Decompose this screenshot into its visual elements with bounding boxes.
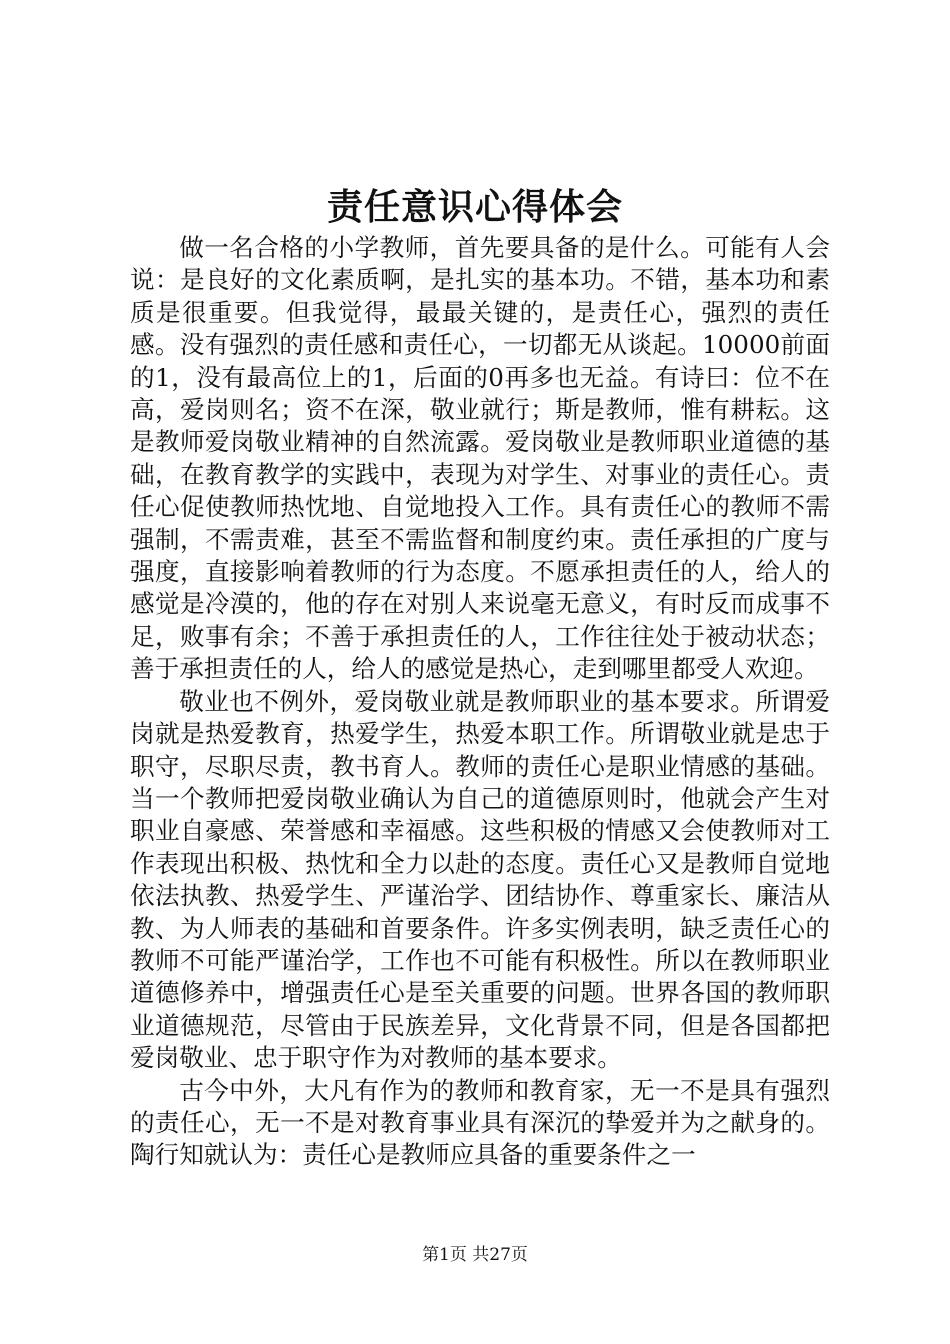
document-title: 责任意识心得体会: [326, 186, 623, 228]
paragraph-1: 做一名合格的小学教师，首先要具备的是什么。可能有人会说：是良好的文化素质啊，是扎实的基本功。不错，基本功和素质是很重要。但我觉得，最最关键的，是责任心，强烈的责任感。没有强烈的责任感和责任心，一切都无从谈起。10000前面的1，没有最高位上的1，后面的0再多也无益。有诗曰：位不在高，爱岗则名；资不在深，敬业就行；斯是教师，惟有耕耘。这是教师爱岗敬业精神的自然流露。爱岗敬业是教师职业道德的基础，在教育教学的实践中，表现为对学生、对事业的责任心。责任心促使教师热忱地、自觉地投入工作。具有责任心的教师不需强制，不需责难，甚至不需监督和制度约束。责任承担的广度与强度，直接影响着教师的行为态度。不愿承担责任的人，给人的感觉是冷漠的，他的存在对别人来说毫无意义，有时反而成事不足，败事有余；不善于承担责任的人，工作往往处于被动状态；善于承担责任的人，给人的感觉是热心，走到哪里都受人欢迎。: [130, 233, 830, 684]
page-footer: 第1页 共27页: [422, 1245, 528, 1265]
paragraph-2: 敬业也不例外，爱岗敬业就是教师职业的基本要求。所谓爱岗就是热爱教育，热爱学生，热爱本职工作。所谓敬业就是忠于职守，尽职尽责，教书育人。教师的责任心是职业情感的基础。当一个教师把爱岗敬业确认为自己的道德原则时，他就会产生对职业自豪感、荣誉感和幸福感。这些积极的情感又会使教师对工作表现出积极、热忱和全力以赴的态度。责任心又是教师自觉地依法执教、热爱学生、严谨治学、团结协作、尊重家长、廉洁从教、为人师表的基础和首要条件。许多实例表明，缺乏责任心的教师不可能严谨治学，工作也不可能有积极性。所以在教师职业道德修养中，增强责任心是至关重要的问题。世界各国的教师职业道德规范，尽管由于民族差异，文化背景不同，但是各国都把爱岗敬业、忠于职守作为对教师的基本要求。: [130, 686, 830, 1073]
paragraph-3: 古今中外，大凡有作为的教师和教育家，无一不是具有强烈的责任心，无一不是对教育事业具有深沉的挚爱并为之献身的。陶行知就认为：责任心是教师应具备的重要条件之一: [130, 1075, 830, 1170]
document-body: [130, 232, 830, 1172]
